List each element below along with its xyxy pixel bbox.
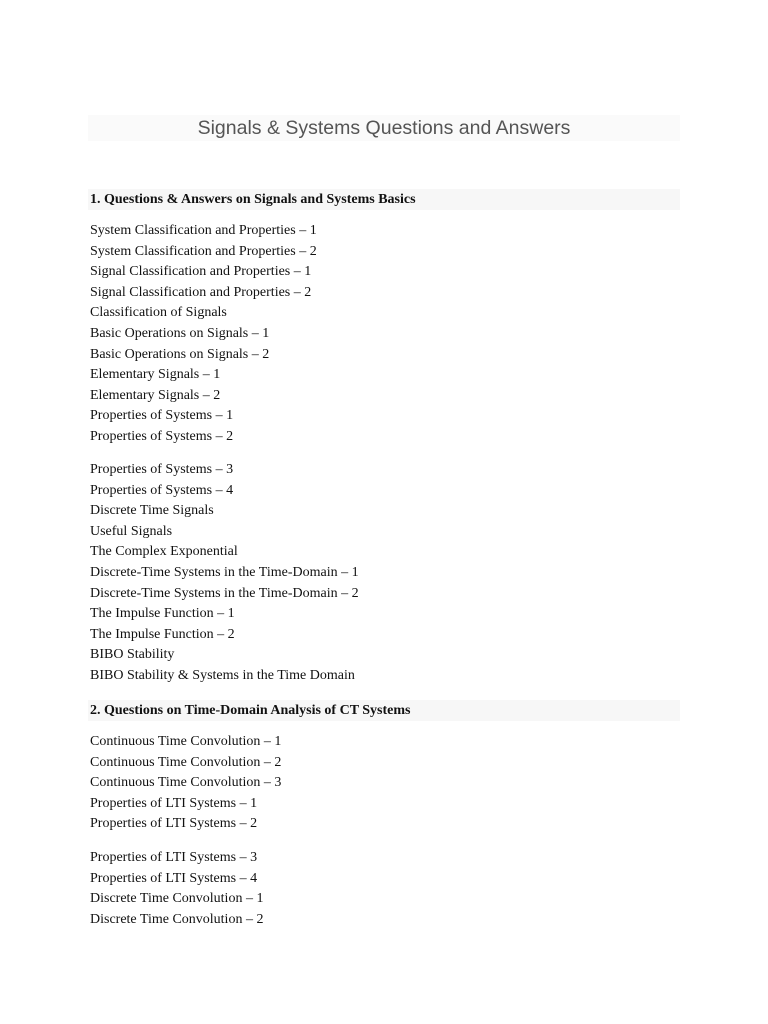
- topic-link[interactable]: Basic Operations on Signals – 2: [90, 346, 270, 362]
- topic-link[interactable]: Continuous Time Convolution – 3: [90, 775, 282, 791]
- topic-link[interactable]: BIBO Stability & Systems in the Time Domain: [90, 667, 355, 683]
- topic-link[interactable]: Properties of LTI Systems – 3: [90, 850, 258, 865]
- section-heading-basics: 1. Questions & Answers on Signals and Systems Basics: [88, 189, 680, 210]
- topic-link[interactable]: Continuous Time Convolution – 2: [90, 754, 282, 770]
- topic-link[interactable]: Elementary Signals – 1: [90, 367, 221, 383]
- section-heading-time-domain: 2. Questions on Time-Domain Analysis of CT Systems: [88, 700, 680, 721]
- topic-link[interactable]: Continuous Time Convolution – 1: [90, 734, 282, 749]
- topic-link[interactable]: Properties of LTI Systems – 4: [90, 870, 258, 886]
- topic-link[interactable]: Discrete-Time Systems in the Time-Domain – 2: [90, 585, 359, 601]
- topic-link[interactable]: Elementary Signals – 2: [90, 387, 221, 403]
- topic-link[interactable]: Useful Signals: [90, 523, 173, 539]
- topic-link[interactable]: The Complex Exponential: [90, 544, 238, 560]
- topic-link[interactable]: Properties of LTI Systems – 1: [90, 795, 258, 811]
- topic-link[interactable]: Discrete Time Convolution – 2: [90, 911, 264, 927]
- topic-link[interactable]: Properties of Systems – 4: [90, 482, 234, 498]
- topic-link[interactable]: BIBO Stability: [90, 647, 175, 663]
- topic-link[interactable]: Signal Classification and Properties – 2: [90, 284, 312, 300]
- topic-link[interactable]: The Impulse Function – 1: [90, 606, 235, 622]
- page-title: Signals & Systems Questions and Answers: [88, 115, 680, 141]
- topic-list-time-domain-part-1: [90, 732, 281, 835]
- topic-link[interactable]: Properties of Systems – 3: [90, 462, 234, 477]
- topic-list-basics-part-1: [90, 221, 317, 448]
- topic-link[interactable]: The Impulse Function – 2: [90, 626, 235, 642]
- topic-link[interactable]: Properties of Systems – 2: [90, 428, 234, 444]
- topic-list-basics-part-2: [90, 460, 359, 687]
- topic-link[interactable]: Basic Operations on Signals – 1: [90, 325, 270, 341]
- topic-link[interactable]: Signal Classification and Properties – 1: [90, 264, 312, 280]
- topic-link[interactable]: Properties of LTI Systems – 2: [90, 816, 258, 832]
- topic-list-time-domain-part-2: [90, 848, 263, 930]
- topic-link[interactable]: Discrete-Time Systems in the Time-Domain – 1: [90, 564, 359, 580]
- topic-link[interactable]: Properties of Systems – 1: [90, 408, 234, 424]
- topic-link[interactable]: Discrete Time Convolution – 1: [90, 891, 264, 907]
- topic-link[interactable]: Classification of Signals: [90, 305, 227, 321]
- topic-link[interactable]: System Classification and Properties – 1: [90, 223, 317, 238]
- topic-link[interactable]: System Classification and Properties – 2: [90, 243, 317, 259]
- topic-link[interactable]: Discrete Time Signals: [90, 503, 214, 519]
